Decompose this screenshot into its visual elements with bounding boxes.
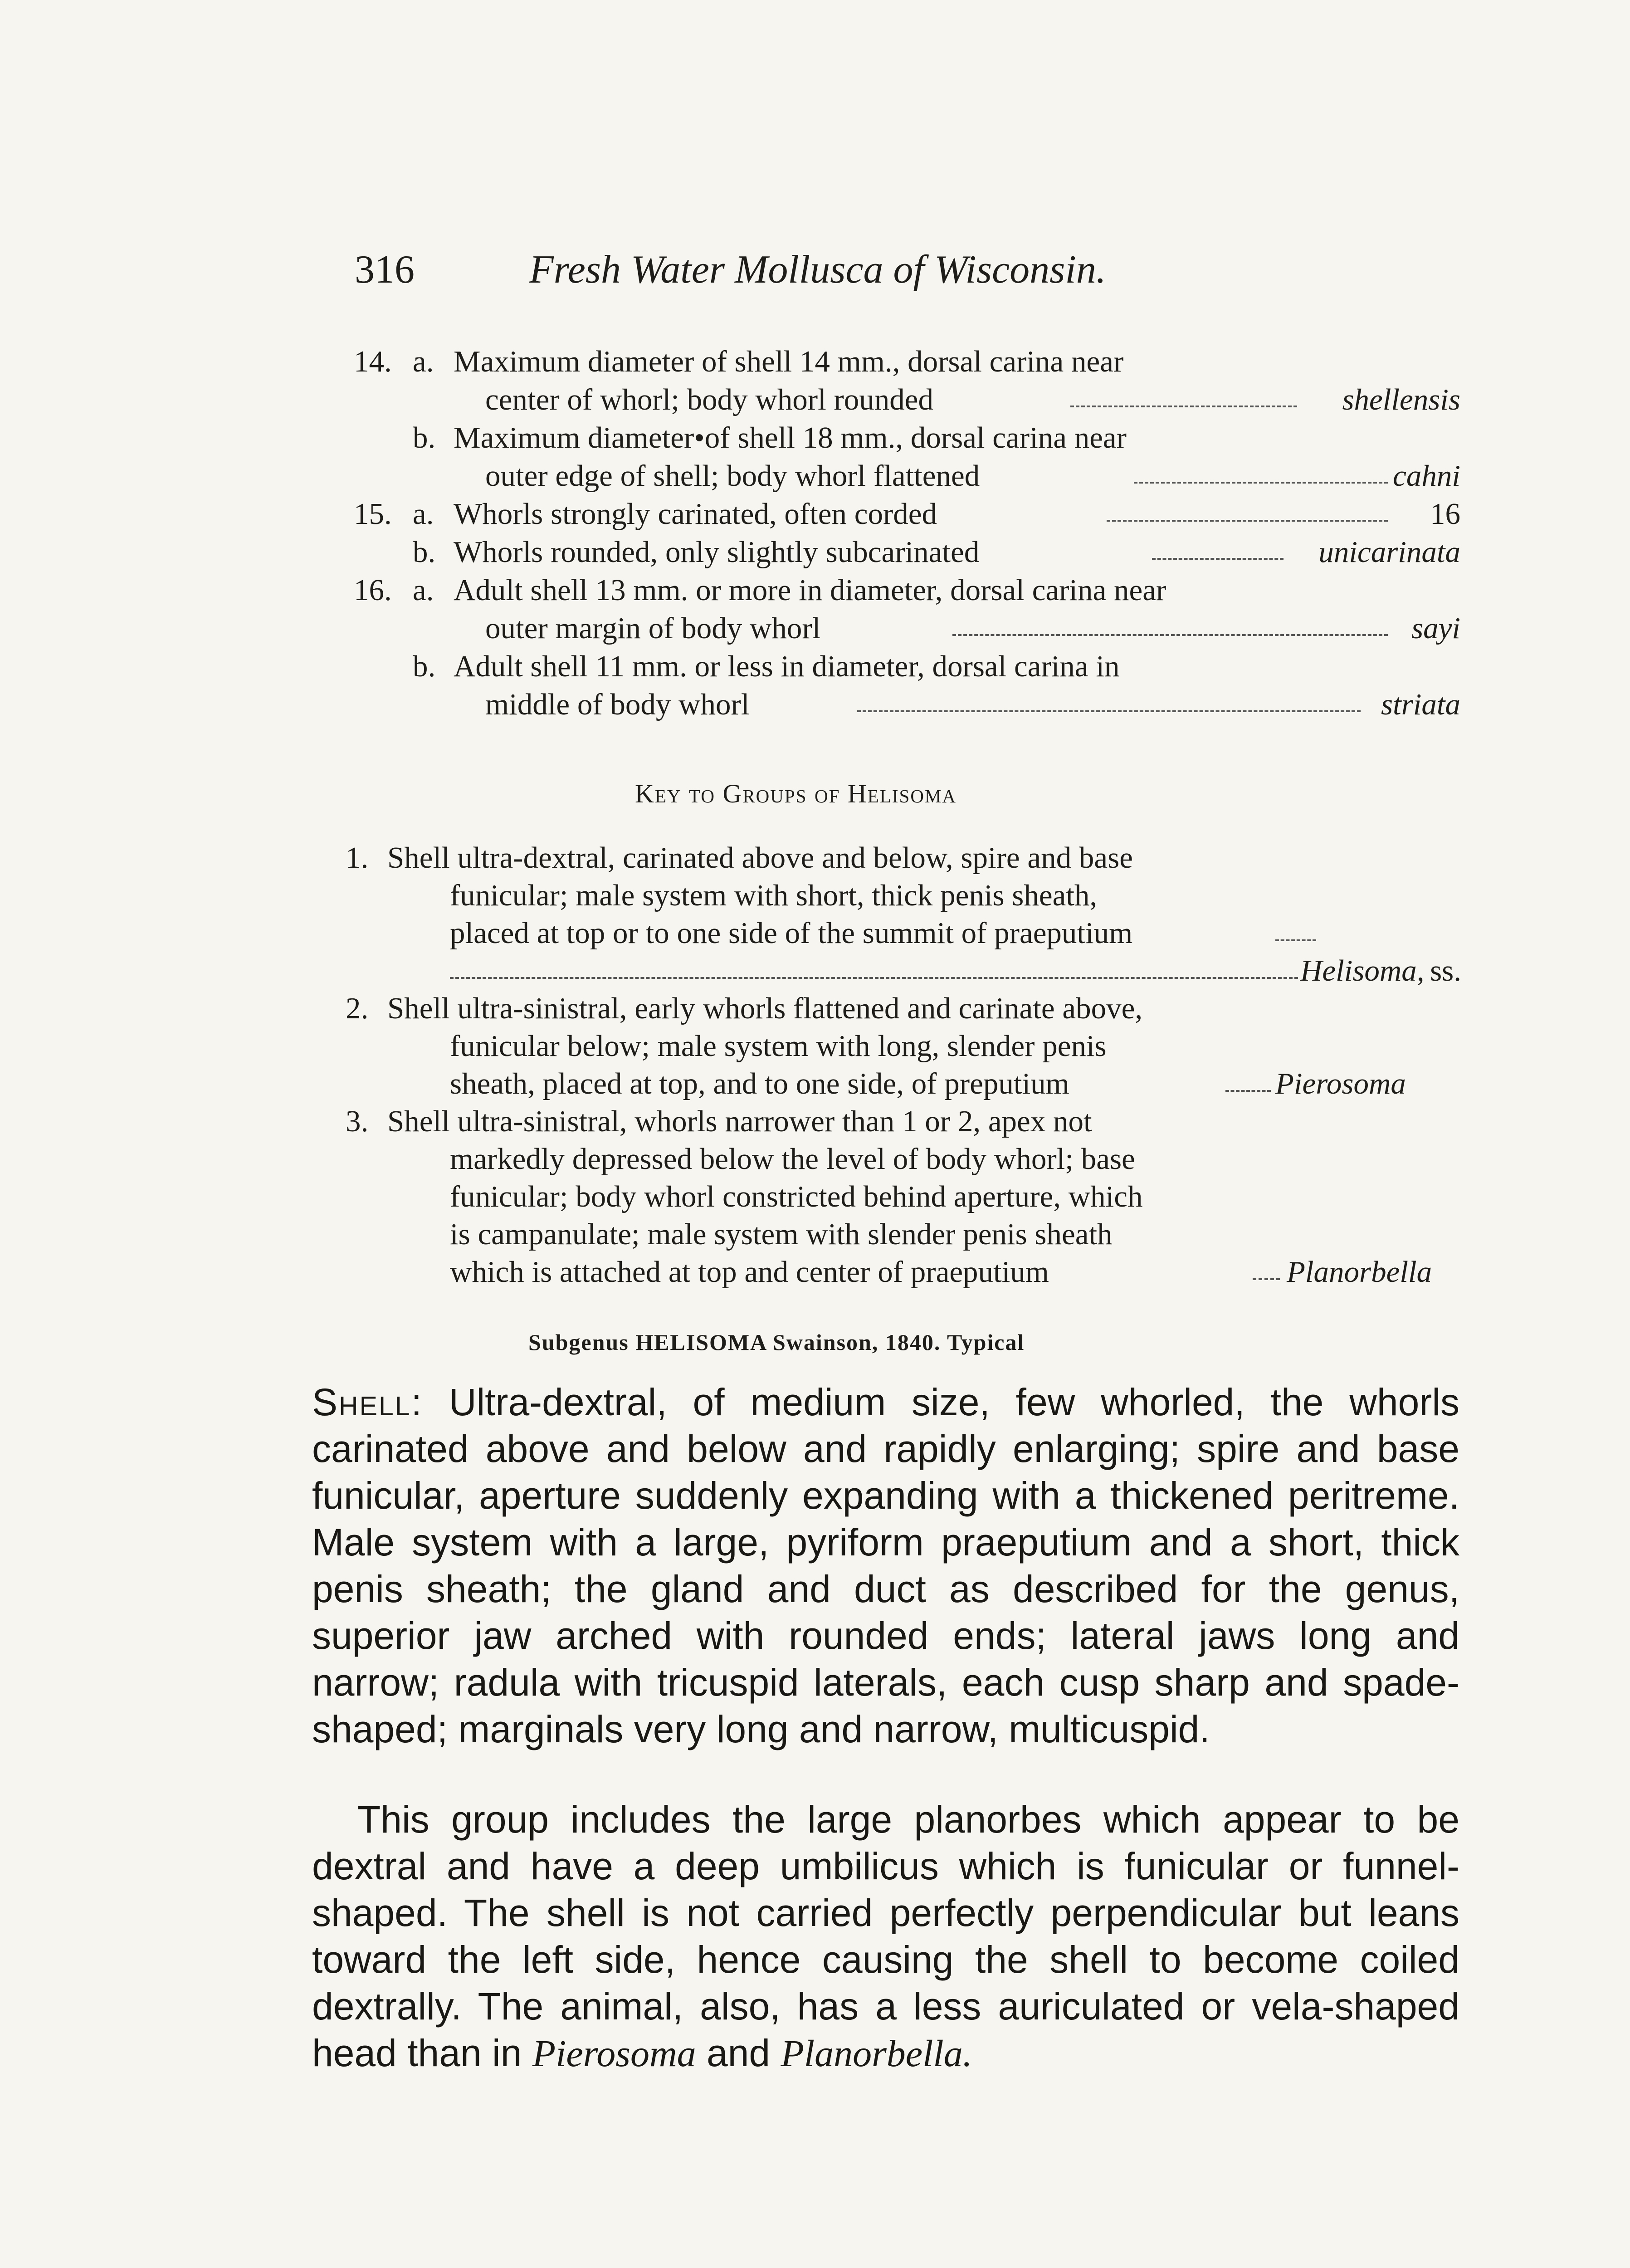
group-line xyxy=(346,1103,1461,1140)
group-text: is campanulate; male system with slender penis sheath xyxy=(450,1217,1113,1251)
shell-paragraph xyxy=(312,1379,1459,1753)
group-suffix: ss. xyxy=(1430,954,1461,987)
group-text: sheath, placed at top, and to one side, of preputium xyxy=(450,1067,1069,1100)
shell-label: Shell: xyxy=(312,1381,423,1423)
key-text: Adult shell 13 mm. or more in diameter, dorsal carina near xyxy=(454,573,1166,607)
key-heading: Key to Groups of Helisoma xyxy=(635,779,957,808)
group-line xyxy=(346,1178,1461,1216)
key-text: Whorls strongly carinated, often corded xyxy=(454,497,937,531)
key-number: 15. xyxy=(354,497,392,531)
group-text: Shell ultra-dextral, carinated above and below, spire and base xyxy=(387,841,1133,875)
group-number: 3. xyxy=(346,1105,369,1138)
leader-dots xyxy=(1275,939,1316,941)
key-label: a. xyxy=(413,573,434,607)
genus-name: Planorbella. xyxy=(781,2033,972,2075)
key-result: cahni xyxy=(1393,459,1460,493)
group-result: Pierosoma xyxy=(1275,1067,1406,1100)
group-line xyxy=(346,1065,1461,1103)
key-result: shellensis xyxy=(1342,383,1460,416)
key-line xyxy=(413,533,1460,571)
subgenus-heading: Subgenus HELISOMA Swainson, 1840. Typical xyxy=(528,1330,1025,1355)
key-number: 16. xyxy=(354,573,392,607)
group-paragraph xyxy=(312,1796,1459,2077)
key-text: Whorls rounded, only slightly subcarinated xyxy=(454,535,980,569)
key-line xyxy=(413,419,1460,457)
key-continuation: outer margin of body whorl xyxy=(485,611,821,645)
key-label: a. xyxy=(413,345,434,378)
page-number: 316 xyxy=(355,248,415,292)
group-result: Planorbella xyxy=(1287,1255,1432,1289)
group-line xyxy=(346,1216,1461,1253)
leader-dots xyxy=(1152,558,1284,560)
key-continuation: outer edge of shell; body whorl flattened xyxy=(485,459,980,493)
key-text: Maximum diameter•of shell 18 mm., dorsal carina near xyxy=(454,421,1127,455)
group-line xyxy=(346,914,1461,952)
leader-dots xyxy=(952,634,1388,636)
group-paragraph-text: This group includes the large planorbes which appear to be dextral and have a deep umbilicus which is funicular or funnel-shaped. The shell is not carried perfectly perpendicular but leans toward the left side, hence causing the shell to become coiled dextrally. The animal, also, has a less auriculated or vela-shaped head than in xyxy=(312,1798,1459,2074)
group-line xyxy=(346,952,1461,990)
leader-dots xyxy=(1253,1278,1280,1280)
leader-dots xyxy=(1225,1090,1271,1092)
key-label: b. xyxy=(413,535,436,569)
group-line xyxy=(346,839,1461,877)
key-result: striata xyxy=(1381,688,1460,721)
species-key xyxy=(354,342,1460,723)
key-text: Maximum diameter of shell 14 mm., dorsal carina near xyxy=(454,345,1124,378)
key-line xyxy=(472,685,1460,723)
page-header xyxy=(355,247,1488,293)
key-text: Adult shell 11 mm. or less in diameter, dorsal carina in xyxy=(454,650,1120,683)
key-continuation: middle of body whorl xyxy=(485,688,750,721)
key-result: sayi xyxy=(1411,611,1460,645)
key-line xyxy=(354,571,1460,609)
key-line xyxy=(472,457,1460,495)
key-label: a. xyxy=(413,497,434,531)
shell-description: Ultra-dextral, of medium size, few whorled, the whorls carinated above and below and rapidly enlarging; spire and base funicular, aperture suddenly expanding with a thickened peritreme. Male system with a large, pyriform praeputium and a short, thick penis sheath; the gland and duct as described for the genus, superior jaw arched with rounded ends; lateral jaws long and narrow; radula with tricuspid laterals, each cusp sharp and spade-shaped; marginals very long and narrow, multicuspid. xyxy=(312,1381,1459,1750)
key-line xyxy=(472,609,1460,647)
group-number: 1. xyxy=(346,841,369,875)
group-result: Helisoma, xyxy=(1300,954,1425,987)
group-text: funicular below; male system with long, slender penis xyxy=(450,1029,1107,1063)
key-result: unicarinata xyxy=(1318,535,1460,569)
group-line xyxy=(346,877,1461,914)
leader-dots xyxy=(857,710,1361,712)
group-text: funicular; body whorl constricted behind aperture, which xyxy=(450,1180,1143,1213)
group-line xyxy=(346,990,1461,1027)
group-text: Shell ultra-sinistral, early whorls flattened and carinate above, xyxy=(387,992,1143,1025)
key-label: b. xyxy=(413,650,436,683)
group-text: placed at top or to one side of the summit of praeputium xyxy=(450,916,1133,950)
group-line xyxy=(346,1027,1461,1065)
genus-name: Pierosoma xyxy=(532,2033,696,2075)
key-line xyxy=(354,495,1460,533)
key-number: 14. xyxy=(354,345,392,378)
leader-dots xyxy=(1070,406,1297,407)
group-text: markedly depressed below the level of body whorl; base xyxy=(450,1142,1135,1176)
group-number: 2. xyxy=(346,992,369,1025)
key-label: b. xyxy=(413,421,436,455)
key-line xyxy=(472,381,1460,419)
key-line xyxy=(413,647,1460,685)
group-text: Shell ultra-sinistral, whorls narrower than 1 or 2, apex not xyxy=(387,1105,1092,1138)
group-text: funicular; male system with short, thick penis sheath, xyxy=(450,879,1098,912)
leader-dots xyxy=(450,977,1298,979)
key-line xyxy=(354,342,1460,381)
conjunction: and xyxy=(706,2032,771,2074)
leader-dots xyxy=(1134,482,1388,484)
group-text: which is attached at top and center of praeputium xyxy=(450,1255,1049,1289)
key-next-couplet: 16 xyxy=(1430,497,1460,531)
key-continuation: center of whorl; body whorl rounded xyxy=(485,383,933,416)
group-line xyxy=(346,1140,1461,1178)
leader-dots xyxy=(1107,520,1388,522)
group-line xyxy=(346,1253,1461,1291)
running-title: Fresh Water Mollusca of Wisconsin. xyxy=(529,248,1106,292)
groups-key xyxy=(346,839,1461,1291)
